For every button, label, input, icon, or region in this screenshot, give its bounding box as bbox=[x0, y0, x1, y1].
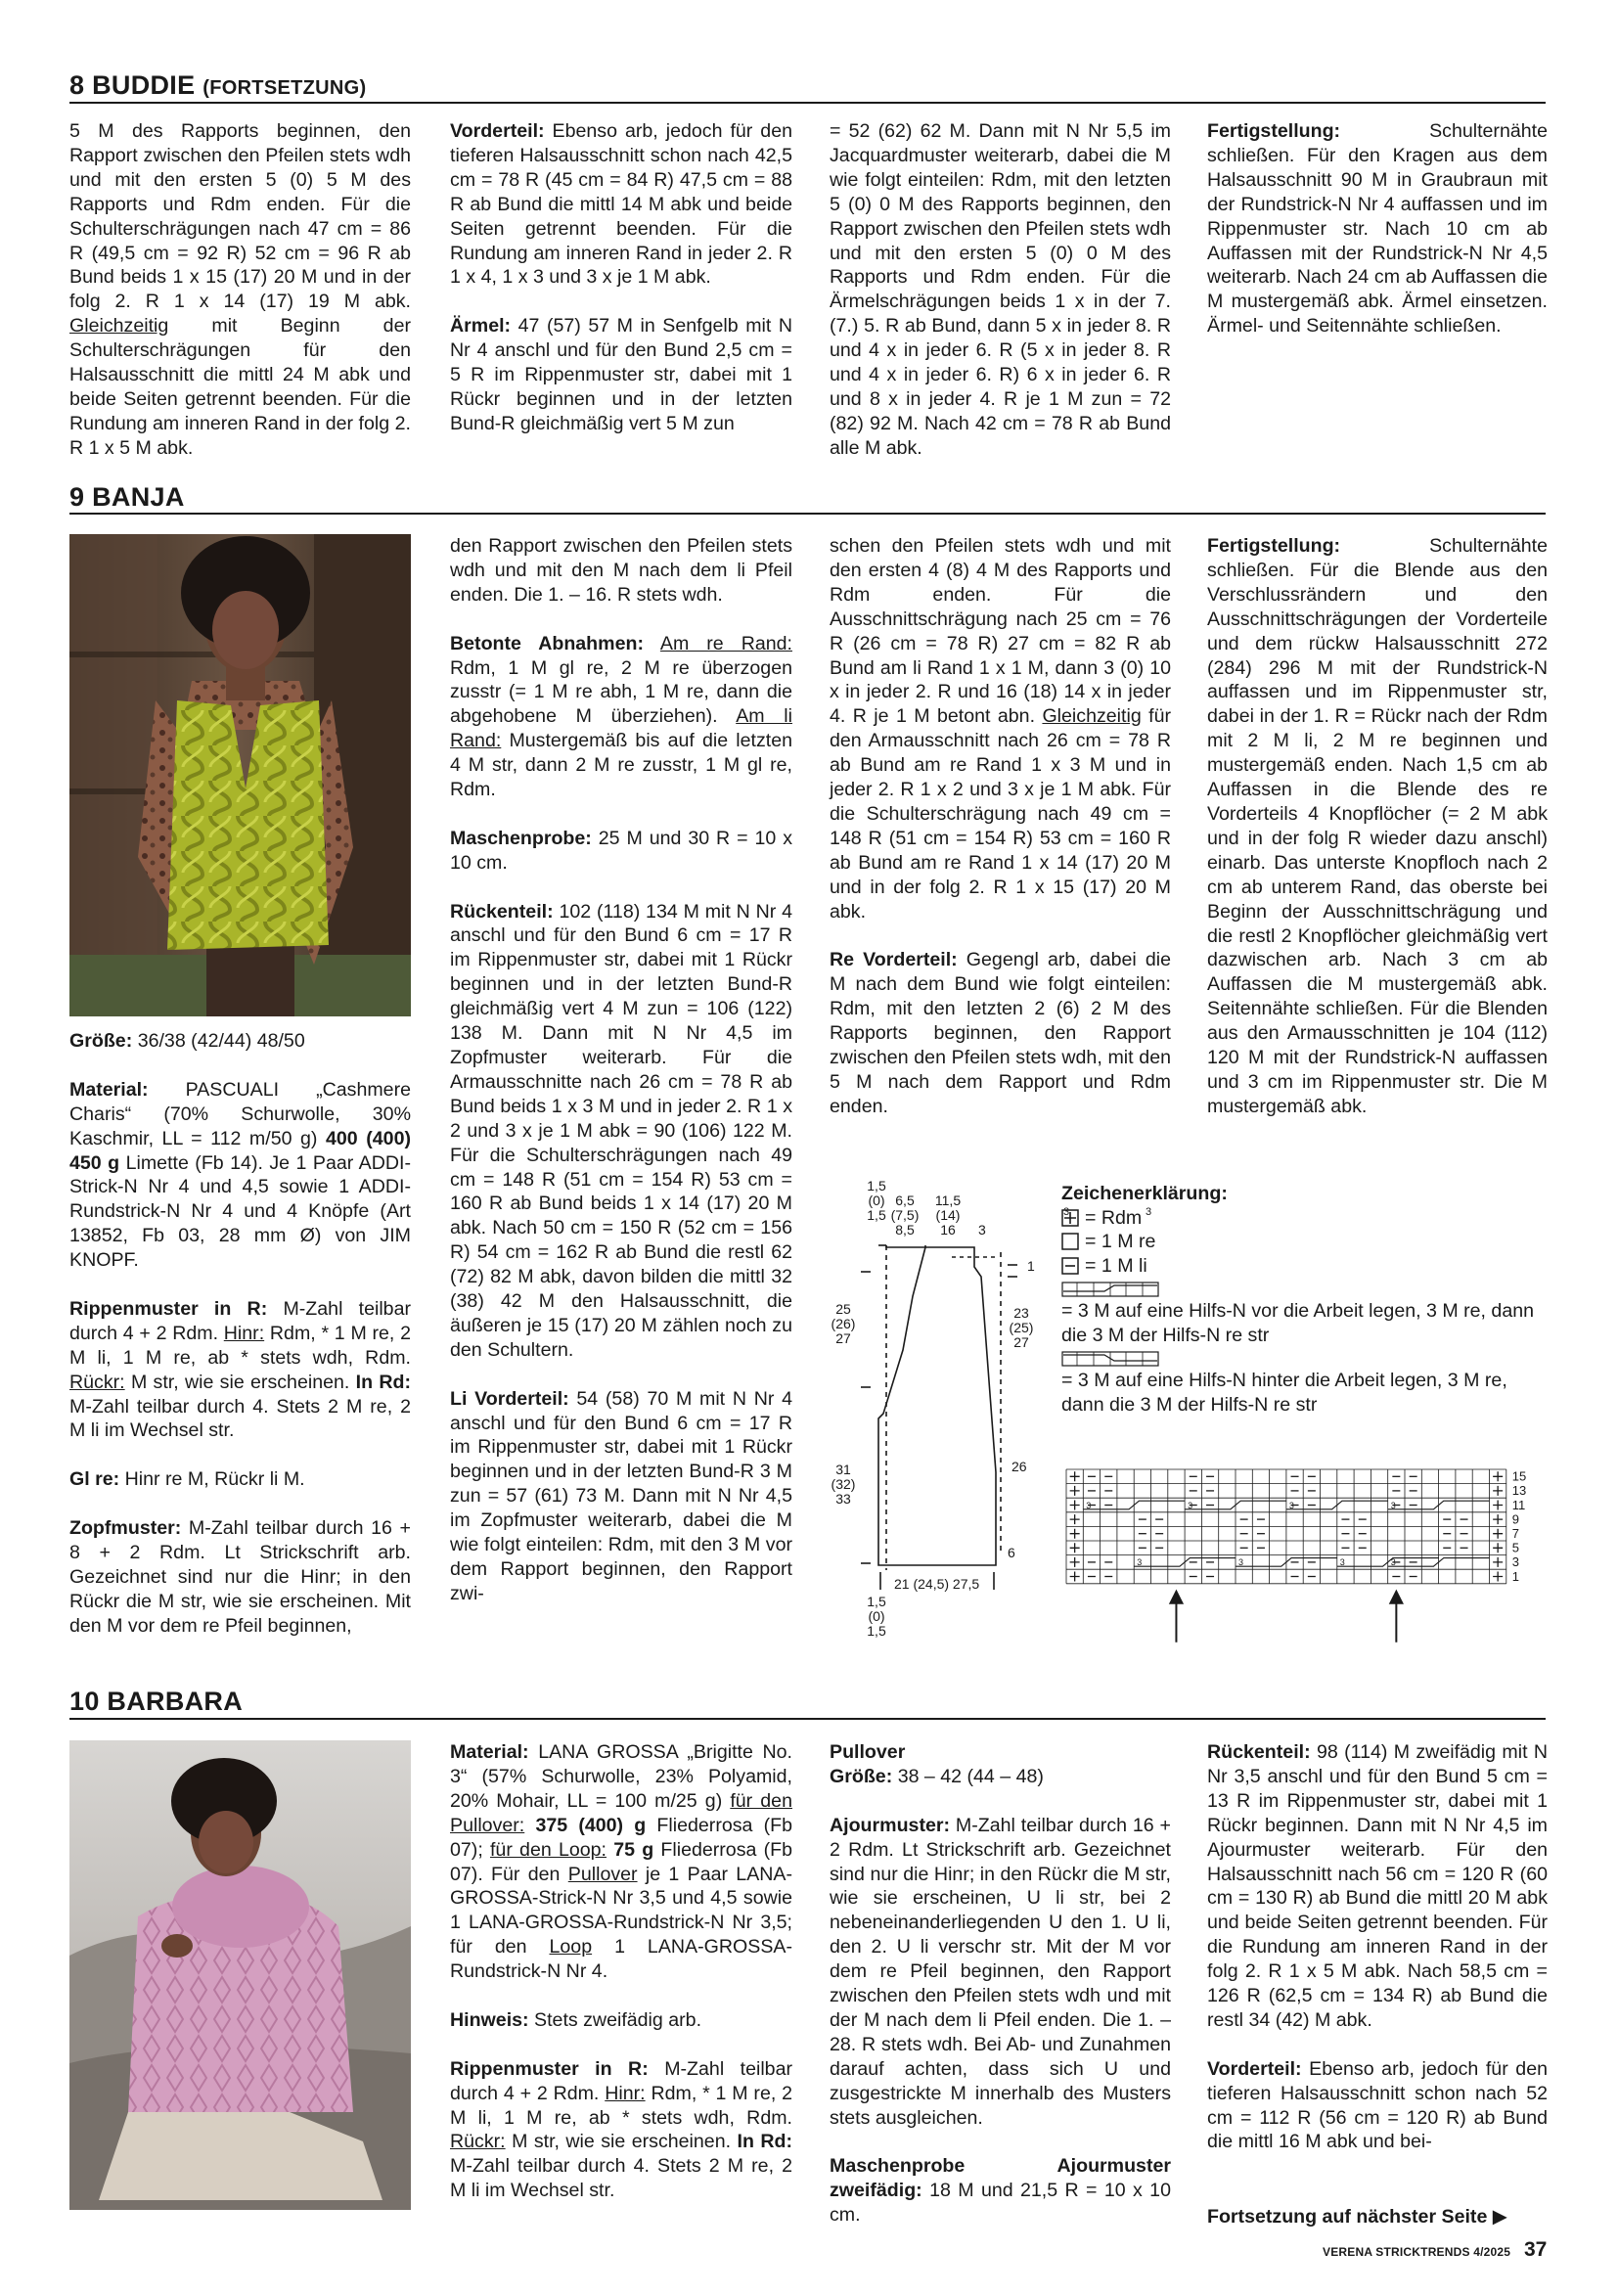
chart-cable-number: 3 bbox=[1137, 1557, 1143, 1568]
s8-c1-underline: Gleichzeitig bbox=[69, 315, 169, 338]
schematic-top-mid-labels bbox=[888, 1193, 921, 1238]
knitting-chart-grid bbox=[1064, 1467, 1553, 1663]
s10-ajour-text: M-Zahl teilbar durch 16 + 2 Rdm. Lt Strickschrift arb. Gezeichnet sind nur die Hinr; in den Rückr die M str, wie sie erscheinen, U li str, bei 2 nebeneinanderliegenden U den 1. U li, den 2. U li verschr str. Mit der M vor dem re Pfeil beginnen, den Rapport zwischen den Pfeilen stets wdh und mit der M nach dem li Pfeil enden. Die 1. – 28. R stets wdh. Bei Ab- und Zunahmen darauf achten, dass sich U und zusgestrickte M innerhalb des Musters stets ausgleichen. bbox=[830, 1814, 1172, 2129]
sch-right-c: 27 bbox=[1013, 1334, 1029, 1350]
s8-vorderteil-label: Vorderteil: bbox=[450, 120, 545, 142]
knit-stitch-symbol-icon bbox=[1061, 1233, 1079, 1250]
s10-rueck-text: 98 (114) M zweifädig mit N Nr 3,5 anschl und für den Bund 5 cm = 13 R im Rippenmuster str, dabei mit 1 Rückr beginnen. Dann mit N Nr 4,5 im Ajourmuster weiterarb. Für den Halsausschnitt nach 56 cm = 120 R (60 cm = 130 R) ab Bund die mittl 20 M abk und beide Seiten getrennt beenden. Für die Rundung am inneren Rand in der folg 2. R 1 x 5 M abk. Nach 58,5 cm = 126 R (62,5 cm = 134 R) ab Bund die restl 34 (42) M abk. bbox=[1207, 1741, 1548, 2031]
footer-magazine: VERENA STRICKTRENDS 4/2025 bbox=[1323, 2245, 1511, 2259]
chart-edge-stitch bbox=[1070, 1486, 1080, 1496]
s9-glre-label: Gl re: bbox=[69, 1468, 120, 1491]
s10-size-value: 38 – 42 (44 – 48) bbox=[897, 1765, 1044, 1787]
s9-material-rest: Limette (Fb 14). Je 1 Paar ADDI-Strick-N Nr 4 und 4,5 sowie 1 ADDI-Rundstrick-N Nr 4 und 4 Knöpfe (Art 13852, Fb 03, 28 mm Ø) von JIM KNOPF. bbox=[69, 1151, 411, 1272]
chart-cable-number: 3 bbox=[1390, 1557, 1396, 1568]
chart-cable-number: 3 bbox=[1339, 1557, 1345, 1568]
s9-livo-text: 54 (58) 70 M mit N Nr 4 anschl und für den Bund 6 cm = 17 R im Rippenmuster str, dabei mit 1 Rückr beginnen und in der letzten Bund-R 3 M zun = 57 (61) 73 M. Dann mit N Nr 4,5 im Zopfmuster weiterarb, dabei die M wie folgt einteilen: Rdm, mit den 3 M vor dem Rapport beginnen, den Rapport zwi- bbox=[450, 1387, 792, 1604]
continued-next-page: Fortsetzung auf nächster Seite ▶ bbox=[1207, 2206, 1507, 2228]
sch-top-j: 3 bbox=[978, 1222, 986, 1238]
legend-cable-front-text bbox=[1061, 1299, 1551, 1347]
s8-column-1 bbox=[69, 119, 411, 461]
s8-fertig-label: Fertigstellung: bbox=[1207, 120, 1341, 142]
s10-pullover-label: Pullover bbox=[830, 1741, 906, 1763]
s9-rueck-text: 102 (118) 134 M mit N Nr 4 anschl und für den Bund 6 cm = 17 R im Rippenmuster str, dabei mit 1 Rückr beginnen und in der letzten Bund-R gleichmäßig vert 4 M zun = 106 (122) 138 M. Dann mit N Nr 4,5 im Zopfmuster weiterarb. Für die Armausschnitte nach 26 cm = 78 R ab Bund beids 1 x 3 M und in jeder 2. R 1 x 2 und 3 x je 1 M abk = 90 (106) 122 M. Für die Schulterschrägungen nach 49 cm = 148 R (51 cm = 154 R) 53 cm = 160 R ab Bund beids 1 x 14 (17) 20 M abk. Nach 50 cm = 150 R (52 cm = 156 R) 54 cm = 162 R ab Bund die restl 62 (72) 82 M abk, davon bilden die mittl 32 (38) 42 M den Halsausschnitt, die äußeren je 15 (17) 20 M zählen noch zu den Schultern. bbox=[450, 900, 792, 1361]
s9-size-label: Größe: bbox=[69, 1030, 133, 1052]
s10-mat-b3: 75 g bbox=[613, 1838, 654, 1861]
sch-top-b: (0) bbox=[868, 1193, 885, 1208]
s9-rippen-t2: Rdm, * 1 M re, 2 M li, 1 M re, ab * stets wdh, Rdm. bbox=[69, 1322, 411, 1369]
sch-top-a: 1,5 bbox=[867, 1178, 886, 1193]
chart-edge-stitch bbox=[1070, 1557, 1080, 1567]
chart-edge-stitch bbox=[1070, 1514, 1080, 1524]
s10-mat-t4: je 1 Paar LANA-GROSSA-Strick-N Nr 3,5 und 4,5 sowie 1 LANA-GROSSA-Rundstrick-N Nr 3,5; für den bbox=[450, 1863, 793, 1958]
chart-grid-lines bbox=[1066, 1469, 1506, 1584]
s10-rip-t4: M-Zahl teilbar durch 4. Stets 2 M re, 2 M li im Wechsel str. bbox=[450, 2155, 792, 2202]
sch-right-e: 6 bbox=[1008, 1545, 1015, 1560]
banja-schematic bbox=[830, 1179, 1055, 1639]
chart-row-number: 7 bbox=[1511, 1526, 1520, 1541]
section-8-suffix: (FORTSETZUNG) bbox=[202, 77, 367, 99]
sch-top-g: 11,5 bbox=[934, 1193, 962, 1208]
chart-row-number: 5 bbox=[1511, 1540, 1520, 1555]
legend-purl-text: = 1 M li bbox=[1085, 1254, 1147, 1277]
section-8-rule bbox=[69, 102, 1546, 104]
sch-bot-b: (0) bbox=[868, 1608, 885, 1624]
s9-material-label: Material: bbox=[69, 1078, 149, 1101]
section-10-heading bbox=[69, 1687, 243, 1716]
chart-row-number: 1 bbox=[1511, 1568, 1520, 1584]
sch-top-i: 16 bbox=[940, 1222, 956, 1238]
s10-rip-t1: M-Zahl teilbar durch 4 + 2 Rdm. bbox=[450, 2057, 792, 2104]
s10-mat-t1: LANA GROSSA „Brigitte No. 3“ (57% Schurwolle, 23% Polyamid, 20% Mohair, LL = 100 m/25 g) bbox=[450, 1741, 792, 1812]
s8-c3-text: = 52 (62) 62 M. Dann mit N Nr 5,5 im Jacquardmuster weiterarb, dabei die M wie folgt einteilen: Rdm, mit den letzten 5 (0) 0 M des Rapports beginnen, den Rapport zwischen den Pfeilen stets wdh und mit den ersten 5 (0) 0 M des Rapports und Rdm enden. Für die Ärmelschrägungen beids 1 x in der 7. (7.) 5. R ab Bund, dann 5 x in jeder 8. R und 4 x in jeder 6. R (5 x in jeder 8. R und 4 x in jeder 6. R) 6 x in jeder 6. R und 8 x in jeder 4. R je 1 M zun = 72 (82) 92 M. Nach 42 cm = 78 R ab Bund alle M abk. bbox=[830, 120, 1171, 459]
s10-material-label: Material: bbox=[450, 1741, 529, 1763]
s9-betonte-label: Betonte Abnahmen: bbox=[450, 632, 644, 654]
s9-revo-label: Re Vorderteil: bbox=[830, 949, 958, 971]
section-9-heading bbox=[69, 482, 185, 512]
page-number: 37 bbox=[1524, 2238, 1548, 2261]
cable-front-num-right: 3 bbox=[1146, 1206, 1152, 1218]
knitting-chart bbox=[1064, 1467, 1553, 1663]
legend-rdm bbox=[1061, 1206, 1551, 1231]
s8-column-4 bbox=[1207, 119, 1548, 338]
section-10-title: 10 BARBARA bbox=[69, 1687, 244, 1716]
s9-revo-text: Gegengl arb, dabei die M nach dem Bund wie folgt einteilen: Rdm, mit den letzten 2 (6) 2 M des Rapports beginnen, den Rapport zwischen den Pfeilen stets wdh, mit den 5 M nach dem Rapport und Rdm enden. bbox=[830, 949, 1172, 1117]
legend-knit-text: = 1 M re bbox=[1085, 1231, 1156, 1252]
s9-rueck-label: Rückenteil: bbox=[450, 900, 554, 923]
chart-edge-stitch bbox=[1493, 1486, 1503, 1496]
chart-edge-stitch bbox=[1493, 1514, 1503, 1524]
s10-rip-t2: Rdm, * 1 M re, 2 M li, 1 M re, ab * stets wdh, Rdm. bbox=[450, 2082, 793, 2129]
s10-rip-hinr: Hinr: bbox=[605, 2082, 646, 2104]
s10-column-3 bbox=[830, 1740, 1171, 2228]
s10-hinweis-text: Stets zweifädig arb. bbox=[534, 2008, 702, 2031]
cable-front-num-left: 3 bbox=[1063, 1206, 1070, 1218]
s10-mat-t5: 1 LANA-GROSSA-Rundstrick-N Nr 4. bbox=[450, 1936, 792, 1983]
s9-material-text: PASCUALI „Cashmere Charis“ (70% Schurwolle, 30% Kaschmir, LL = 112 m/50 g) bbox=[69, 1078, 411, 1149]
chart-cable-number: 3 bbox=[1288, 1500, 1294, 1510]
legend-knit bbox=[1061, 1230, 1551, 1254]
sch-top-f: 8,5 bbox=[895, 1222, 915, 1238]
section-10-rule bbox=[69, 1718, 1546, 1720]
schematic-left-lower bbox=[830, 1463, 857, 1507]
s9-column-1 bbox=[69, 1029, 411, 1639]
section-9-rule bbox=[69, 513, 1546, 515]
barbara-photo bbox=[69, 1740, 411, 2210]
s9-rippen-t4: M-Zahl teilbar durch 4. Stets 2 M re, 2 M li im Wechsel str. bbox=[69, 1395, 411, 1442]
s9-zopf-text: M-Zahl teilbar durch 16 + 8 + 2 Rdm. Lt Strickschrift arb. Gezeichnet sind nur die Hinr; in den Rückr die M str, wie sie erscheinen. Mit den M vor dem re Pfeil beginnen, bbox=[69, 1517, 411, 1637]
sch-right-d: 26 bbox=[1011, 1459, 1027, 1474]
schematic-top-right-labels bbox=[931, 1193, 965, 1238]
s8-fertig-text: Schulternähte schließen. Für den Kragen aus dem Halsausschnitt 90 M in Graubraun mit der Rundstrick-N Nr 4 auffassen und im Rippenmuster str. Nach 10 cm ab Auffassen mit der Rundstrick-N Nr 4,5 weiterarb. Nach 24 cm ab Auffassen die M mustergemäß abk. Ärmel einsetzen. Ärmel- und Seitennähte schließen. bbox=[1207, 120, 1548, 338]
section-9-title: 9 BANJA bbox=[69, 482, 185, 512]
chart-edge-stitch bbox=[1070, 1471, 1080, 1481]
s10-ajour-label: Ajourmuster: bbox=[830, 1814, 951, 1836]
sch-bot-d: 21 (24,5) 27,5 bbox=[894, 1576, 980, 1592]
sch-right-b: (25) bbox=[1009, 1320, 1034, 1335]
legend-cable-back-desc: = 3 M auf eine Hilfs-N hinter die Arbeit legen, 3 M re, dann die 3 M der Hilfs-N re str bbox=[1061, 1370, 1507, 1416]
section-8-title: 8 BUDDIE bbox=[69, 70, 196, 100]
legend-rdm-text: = Rdm bbox=[1085, 1206, 1143, 1229]
s9-column-2 bbox=[450, 534, 792, 1606]
s9-c3-text-b: für den Armausschnitt nach 26 cm = 78 R ab Bund am re Rand 1 x 3 M und in jeder 2. R 1 x 2 und 3 x je 1 M abk. Für die Schulterschrägung nach 49 cm = 148 R (51 cm = 154 R) 53 cm = 160 R ab Bund am re Rand 1 x 14 (17) 20 M und in der folg 2. R 1 x 15 (17) 20 M abk. bbox=[830, 705, 1172, 923]
s9-size-value: 36/38 (42/44) 48/50 bbox=[137, 1030, 305, 1052]
s10-mat-t2: Fliederrosa (Fb 07); bbox=[450, 1814, 793, 1861]
chart-edge-stitch bbox=[1070, 1501, 1080, 1510]
s9-column-3 bbox=[830, 534, 1171, 1119]
s10-column-2 bbox=[450, 1740, 792, 2203]
s9-probe-label: Maschenprobe: bbox=[450, 827, 592, 849]
chart-row-number: 13 bbox=[1511, 1483, 1527, 1499]
s10-rip-t3: M str, wie sie erscheinen. bbox=[512, 2131, 732, 2153]
s10-probe-text: 18 M und 21,5 R = 10 x 10 cm. bbox=[830, 2180, 1171, 2227]
cable-back-symbol-icon bbox=[1061, 1351, 1159, 1367]
s9-rippen-t1: M-Zahl teilbar durch 4 + 2 Rdm. bbox=[69, 1297, 411, 1344]
sch-left-a: 25 bbox=[835, 1301, 851, 1317]
s10-hinweis-label: Hinweis: bbox=[450, 2008, 529, 2031]
sch-left-f: 33 bbox=[835, 1491, 851, 1507]
s9-betonte-t1: Rdm, 1 M gl re, 2 M re überzogen zusstr (= 1 M re abh, 1 M re, dann die abgehobene M überziehen). bbox=[450, 656, 792, 728]
s9-c2-intro: den Rapport zwischen den Pfeilen stets wdh und mit den M nach dem li Pfeil enden. Die 1. – 16. R stets wdh. bbox=[450, 535, 792, 606]
s9-livo-label: Li Vorderteil: bbox=[450, 1387, 569, 1410]
legend-title: Zeichenerklärung: bbox=[1061, 1183, 1228, 1204]
s9-probe-text: 25 M und 30 R = 10 x 10 cm. bbox=[450, 827, 792, 874]
cable-front-symbol-icon bbox=[1061, 1282, 1159, 1297]
chart-edge-stitch bbox=[1493, 1529, 1503, 1539]
chart-cable-number: 3 bbox=[1238, 1557, 1244, 1568]
s8-c1-rest: mit Beginn der Schulterschrägungen für den Halsausschnitt die mittl 24 M abk und beide Seiten getrennt beenden. Für die Rundung am inneren Rand in der folg 2. R 1 x 5 M abk. bbox=[69, 315, 411, 459]
s10-mat-u3: Pullover bbox=[567, 1863, 638, 1885]
sch-bot-a: 1,5 bbox=[867, 1594, 886, 1609]
s10-size-label: Größe: bbox=[830, 1765, 893, 1787]
sch-top-e: (7,5) bbox=[890, 1207, 920, 1223]
s8-column-2 bbox=[450, 119, 792, 436]
sch-bot-c: 1,5 bbox=[867, 1623, 886, 1639]
s9-betonte-t2: Mustergemäß bis auf die letzten 4 M str, dann 2 M re zusstr, 1 M gl re, Rdm. bbox=[450, 730, 792, 801]
legend-cable-front-desc: = 3 M auf eine Hilfs-N vor die Arbeit legen, 3 M re, dann die 3 M der Hilfs-N re str bbox=[1061, 1300, 1535, 1346]
s10-vorder-text: Ebenso arb, jedoch für den tieferen Halsausschnitt schon nach 52 cm = 112 R (56 cm = 120 R) ab Bund die mittl 16 M abk und bei- bbox=[1207, 2057, 1548, 2153]
s10-mat-u1: für den Pullover: bbox=[450, 1789, 792, 1836]
barbara-sweater-image bbox=[69, 1740, 411, 2210]
s9-fertig-text: Schulternähte schließen. Für die Blende aus den Verschlussrändern und den Ausschnittschrägungen der Vorderteile und dem rückw Halsausschnitt 272 (284) 296 M mit der Rundstrick-N auffassen und im Rippenmuster str, dabei in der 1. R = Rückr nach der Rdm mit 2 M li, 2 M re beginnen und mustergemäß enden. Nach 1,5 cm ab Auffassen in die Blende des re Vorderteils 4 Knopflöcher (= 2 M abk und in der folg R wieder dazu anschl) einarb. Das unterste Knopfloch nach 2 cm ab unterem Rand, das oberste bei Beginn der Ausschnittschrägung und die restl 2 Knopflöcher gleichmäßig vert dazwischen arb. Nach 3 cm ab Auffassen die M mustergemäß abk. Seitennähte schließen. Für die Blenden aus den Armausschnitten je 104 (112) 120 M mit der Rundstrick-N auffassen und 3 cm im Rippenmuster str. Die M mustergemäß abk. bbox=[1207, 535, 1548, 1117]
chart-edge-stitch bbox=[1493, 1471, 1503, 1481]
s9-fertig-label: Fertigstellung: bbox=[1207, 535, 1341, 557]
s10-mat-t3: Fliederrosa (Fb 07). Für den bbox=[450, 1838, 792, 1885]
sch-top-d: 6,5 bbox=[895, 1193, 915, 1208]
purl-stitch-symbol-icon bbox=[1061, 1257, 1079, 1275]
s8-column-3 bbox=[830, 119, 1171, 461]
schematic-bottom-left bbox=[865, 1595, 888, 1639]
chart-repeat-arrow-icon bbox=[1170, 1592, 1182, 1643]
s9-material-amount: 400 (400) 450 g bbox=[69, 1127, 411, 1174]
chart-edge-stitch bbox=[1493, 1501, 1503, 1510]
s10-probe-label: Maschenprobe Ajourmuster zweifädig: bbox=[830, 2155, 1171, 2202]
s9-column-4 bbox=[1207, 534, 1548, 1119]
banja-vest-image bbox=[69, 534, 411, 1016]
schematic-right-upper bbox=[1008, 1306, 1035, 1350]
sch-left-e: (32) bbox=[831, 1476, 856, 1492]
s10-mat-u4: Loop bbox=[549, 1936, 593, 1958]
chart-row-number: 9 bbox=[1511, 1511, 1520, 1527]
chart-cable-number: 3 bbox=[1086, 1500, 1092, 1510]
s10-column-4 bbox=[1207, 1740, 1548, 2154]
chart-cable-number: 3 bbox=[1390, 1500, 1396, 1510]
s10-rueck-label: Rückenteil: bbox=[1207, 1741, 1311, 1763]
sch-top-h: (14) bbox=[935, 1207, 961, 1223]
s9-rippen-rueckr: Rückr: bbox=[69, 1371, 125, 1393]
chart-edge-stitch bbox=[1493, 1543, 1503, 1553]
banja-photo bbox=[69, 534, 411, 1016]
s8-c1-text: 5 M des Rapports beginnen, den Rapport zwischen den Pfeilen stets wdh und mit den ersten 5 (0) 5 M des Rapports und Rdm enden. Für die Schulterschrägungen nach 47 cm = 86 R (49,5 cm = 92 R) 52 cm = 96 R ab Bund beids 1 x 15 (17) 20 M und in der folg 2. R 1 x 14 (17) 19 M abk. bbox=[69, 120, 411, 313]
s10-mat-u2: für den Loop: bbox=[489, 1838, 607, 1861]
s9-rippen-t3: M str, wie sie erscheinen. bbox=[130, 1371, 350, 1393]
schematic-left-upper bbox=[830, 1302, 857, 1346]
s8-aermel-text: 47 (57) 57 M in Senfgelb mit N Nr 4 anschl und für den Bund 2,5 cm = 5 R im Rippenmuster str, dabei mit 1 Rückr beginnen und in der letzten Bund-R gleichmäßig vert 5 M zun bbox=[450, 315, 792, 434]
s9-betonte-li: Am li Rand: bbox=[450, 705, 792, 752]
s8-vorderteil-text: Ebenso arb, jedoch für den tieferen Halsausschnitt schon nach 42,5 cm = 78 R (45 cm = 84 R) 47,5 cm = 88 R ab Bund die mittl 14 M abk und beide Seiten getrennt beenden. Für die Rundung am inneren Rand in jeder 2. R 1 x 4, 1 x 3 und 3 x je 1 M abk. bbox=[450, 120, 792, 289]
s9-glre-text: Hinr re M, Rückr li M. bbox=[124, 1468, 305, 1491]
s10-mat-b2: 375 (400) g bbox=[535, 1814, 647, 1836]
s10-rip-inrd: In Rd: bbox=[737, 2131, 792, 2153]
schematic-top-left-labels bbox=[865, 1179, 888, 1223]
chart-edge-stitch bbox=[1070, 1572, 1080, 1582]
sch-left-c: 27 bbox=[835, 1330, 851, 1346]
s9-c3-text-a: schen den Pfeilen stets wdh und mit den ersten 4 (8) 4 M des Rapports und Rdm enden. Für die Ausschnittschrägung nach 25 cm = 76 R (26 cm = 78 R) 27 cm = 82 R ab Bund am li Rand 1 x 1 M, dann 3 (0) 10 x in jeder 2. R und 16 (18) 14 x in jeder 4. R je 1 M betont abn. bbox=[830, 535, 1171, 728]
section-8-heading bbox=[69, 70, 366, 103]
chart-edge-stitch bbox=[1493, 1557, 1503, 1567]
chart-edge-stitch bbox=[1493, 1572, 1503, 1582]
sch-left-b: (26) bbox=[831, 1316, 856, 1331]
chart-legend bbox=[1061, 1182, 1551, 1417]
s9-rippen-label: Rippenmuster in R: bbox=[69, 1297, 268, 1320]
legend-cable-back bbox=[1061, 1349, 1551, 1369]
sch-top-c: 1,5 bbox=[867, 1207, 886, 1223]
s9-betonte-re: Am re Rand: bbox=[659, 632, 792, 654]
s8-aermel-label: Ärmel: bbox=[450, 315, 512, 338]
chart-edge-stitch bbox=[1070, 1529, 1080, 1539]
s10-rippen-label: Rippenmuster in R: bbox=[450, 2057, 649, 2080]
s10-vorder-label: Vorderteil: bbox=[1207, 2057, 1302, 2080]
legend-purl bbox=[1061, 1254, 1551, 1279]
sch-right-1: 1 bbox=[1027, 1258, 1035, 1274]
chart-row-number: 3 bbox=[1511, 1554, 1520, 1570]
s9-rippen-hinr: Hinr: bbox=[223, 1322, 265, 1344]
s10-rip-rueckr: Rückr: bbox=[450, 2131, 506, 2153]
chart-repeat-arrow-icon bbox=[1390, 1592, 1402, 1643]
s9-c3-underline: Gleichzeitig bbox=[1042, 705, 1142, 728]
sch-left-d: 31 bbox=[835, 1462, 851, 1477]
sch-right-a: 23 bbox=[1013, 1305, 1029, 1321]
chart-cable-number: 3 bbox=[1188, 1500, 1193, 1510]
banja-schematic-drawing bbox=[830, 1179, 1055, 1639]
chart-edge-stitch bbox=[1070, 1543, 1080, 1553]
s9-rippen-inrd: In Rd: bbox=[355, 1371, 411, 1393]
s9-zopf-label: Zopfmuster: bbox=[69, 1517, 182, 1540]
chart-row-number: 15 bbox=[1511, 1468, 1527, 1484]
chart-row-number: 11 bbox=[1511, 1497, 1526, 1512]
